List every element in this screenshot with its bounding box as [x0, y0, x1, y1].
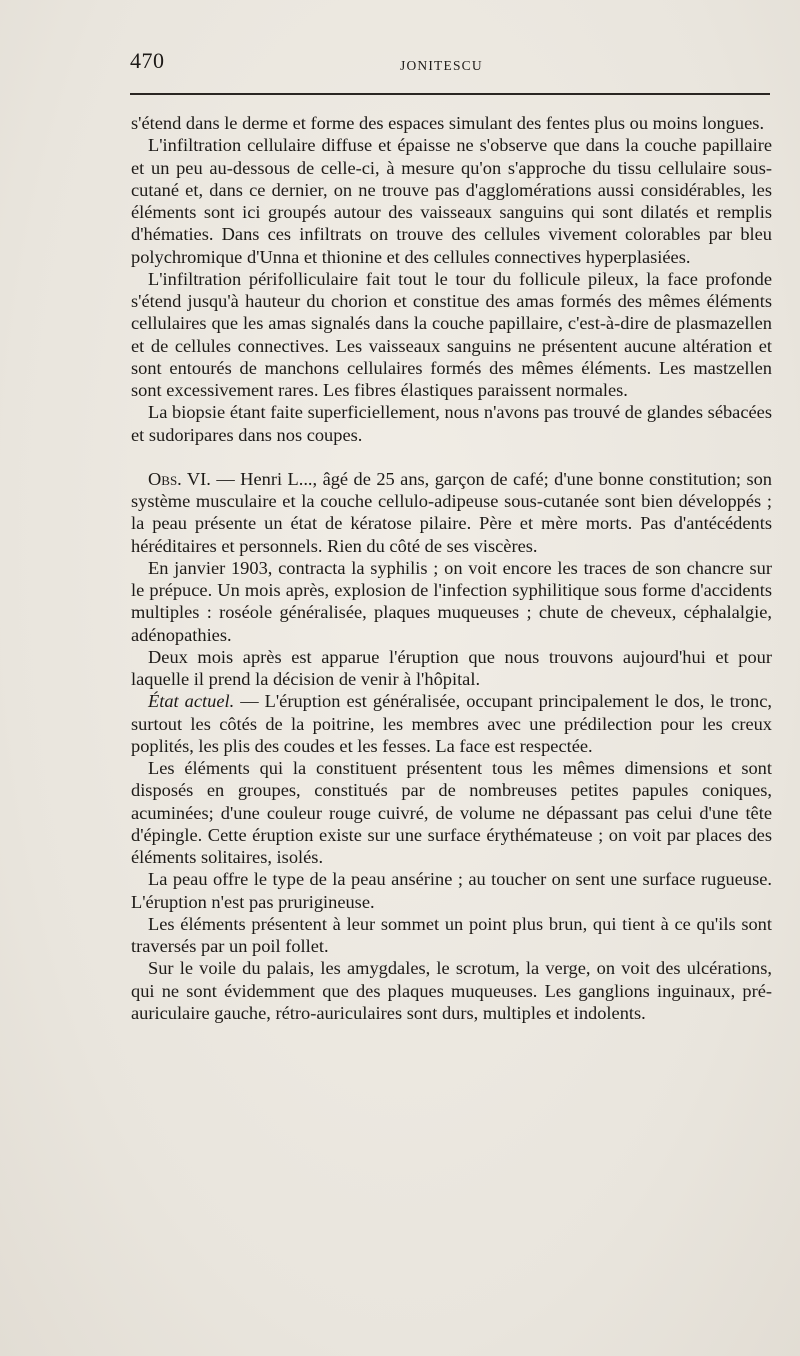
paragraph: L'infiltration périfolliculaire fait tout le tour du follicule pileux, la face profonde s'étend jusqu'à hauteur du chorion et constitue des amas formés des mêmes éléments cellulaires que les amas signalés dans la couche papillaire, c'est-à-dire de plasmazellen et de cellules connectives. Les vaisseaux sanguins ne présentent aucune altération et sont entourés de manchons cellulaires formés des mêmes éléments. Les mastzellen sont excessivement rares. Les fibres élastiques paraissent normales.	[131, 268, 772, 400]
paragraph: La peau offre le type de la peau ansérine ; au toucher on sent une surface rugueuse. L'éruption n'est pas prurigineuse.	[131, 869, 772, 912]
observation-heading-paragraph: Obs. VI. — Henri L..., âgé de 25 ans, garçon de café; d'une bonne constitution; son système musculaire et la couche cellulo-adipeuse sous-cutanée sont bien développés ; la peau présente un état de kératose pilaire. Père et mère morts. Pas d'antécédents héréditaires et personnels. Rien du côté de ses viscères.	[131, 468, 772, 556]
paragraph: L'infiltration cellulaire diffuse et épaisse ne s'observe que dans la couche papillaire et un peu au-dessous de celle-ci, à mesure qu'on s'approche du tissu cellulaire sous-cutané et, dans ce dernier, on ne trouve pas d'agglomérations aussi considérables, les éléments sont ici groupés autour des vaisseaux sanguins qui sont dilatés et remplis d'hématies. Dans ces infiltrats on trouve des cellules vivement colorables par bleu polychromique d'Unna et thionine et des cellules connectives hyperplasiées.	[131, 135, 772, 267]
body-text	[131, 112, 772, 1024]
running-title: JONITESCU	[400, 58, 483, 73]
paragraph: Deux mois après est apparue l'éruption que nous trouvons aujourd'hui et pour laquelle il prend la décision de venir à l'hôpital.	[131, 646, 772, 689]
page-number: 470	[130, 48, 165, 73]
paragraph: Sur le voile du palais, les amygdales, le scrotum, la verge, on voit des ulcérations, qui ne sont évidemment que des plaques muqueuses. Les ganglions inguinaux, pré-auriculaire gauche, rétro-auriculaires sont durs, multiples et indolents.	[131, 958, 772, 1023]
paragraph: La biopsie étant faite superficiellement, nous n'avons pas trouvé de glandes sébacées et sudoripares dans nos coupes.	[131, 402, 772, 445]
paragraph: Les éléments présentent à leur sommet un point plus brun, qui tient à ce qu'ils sont traversés par un poil follet.	[131, 913, 772, 956]
paragraph: En janvier 1903, contracta la syphilis ; on voit encore les traces de son chancre sur le prépuce. Un mois après, explosion de l'infection syphilitique sous forme d'accidents multiples : roséole généralisée, plaques muqueuses ; chute de cheveux, céphalalgie, adénopathies.	[131, 557, 772, 645]
observation-label: Obs. VI.	[148, 468, 211, 489]
section-label: État actuel.	[148, 691, 235, 712]
page-header	[130, 48, 770, 80]
paragraph: Les éléments qui la constituent présentent tous les mêmes dimensions et sont disposés en groupes, constitués par de nombreuses petites papules coniques, acuminées; d'une couleur rouge cuivré, de volume ne dépassant pas celui d'une tête d'épingle. Cette éruption existe sur une surface érythémateuse ; on voit par places des éléments solitaires, isolés.	[131, 758, 772, 867]
header-rule	[130, 93, 770, 95]
paragraph-continuation: s'étend dans le derme et forme des espaces simulant des fentes plus ou moins longues.	[131, 113, 765, 133]
paragraph: État actuel. — L'éruption est généralisée, occupant principalement le dos, le tronc, surtout les côtés de la poitrine, les membres avec une prédilection pour les creux poplités, les plis des coudes et les fesses. La face est respectée.	[131, 691, 773, 756]
